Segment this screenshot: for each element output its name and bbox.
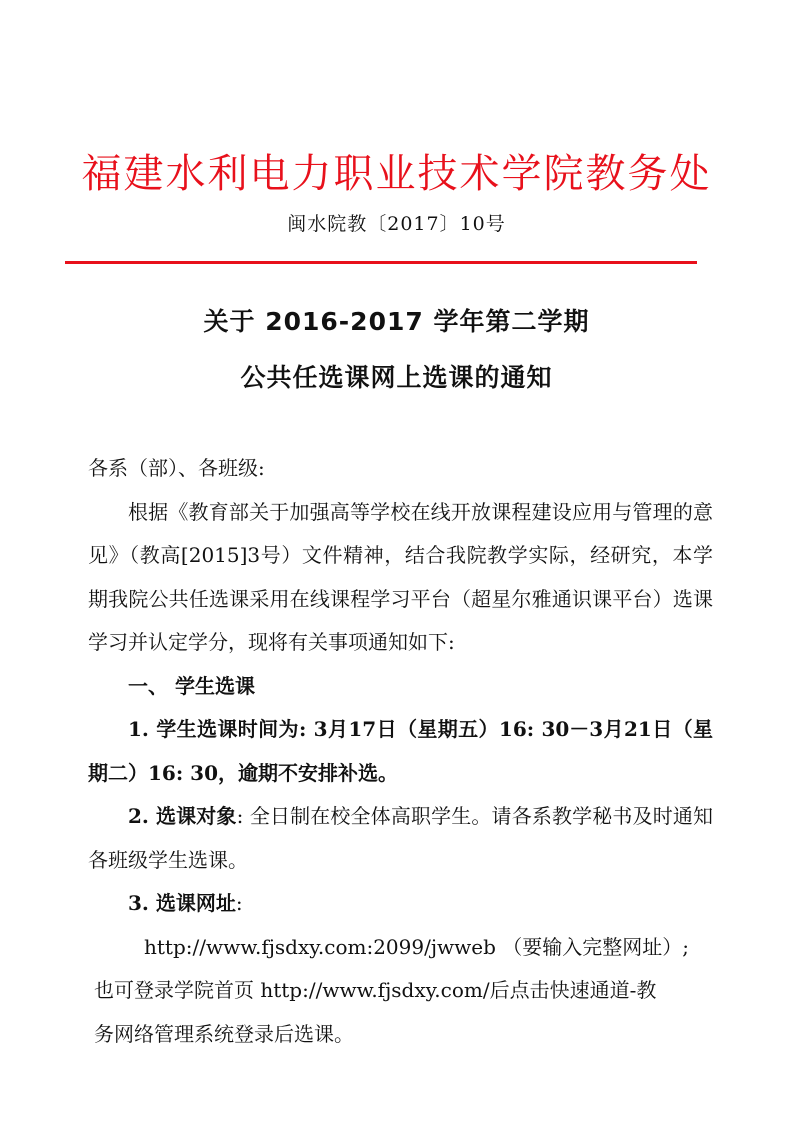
document-number: 闽水院教〔2017〕10号	[287, 213, 506, 235]
salutation: 各系（部）、各班级:	[88, 456, 265, 480]
section-heading-student-selection: 一、 学生选课	[128, 673, 255, 698]
url-line-2: 也可登录学院首页 http://www.fjsdxy.com/后点击快速通道-教	[94, 978, 657, 1002]
item-selection-url	[88, 882, 713, 926]
intro-paragraph: 根据《教育部关于加强高等学校在线开放课程建设应用与管理的意见》（教高[2015]3号）文件精神，结合我院教学实际，经研究，本学期我院公共任选课采用在线课程学习平台（超星尔雅通识课平台）选课学习并认定学分，现将有关事项通知如下:	[88, 499, 713, 654]
notice-title-line1: 关于 2016-2017 学年第二学期	[203, 307, 590, 336]
notice-body	[88, 447, 713, 1056]
item-selection-url-label: 3. 选课网址	[128, 891, 236, 915]
item-selection-time: 1. 学生选课时间为: 3月17日（星期五）16: 30－3月21日（星期二）16: 30，逾期不安排补选。	[88, 717, 713, 785]
notice-title-line2: 公共任选课网上选课的通知	[240, 363, 553, 392]
org-name-heading: 福建水利电力职业技术学院教务处	[81, 151, 712, 197]
item-selection-target-label: 2. 选课对象	[128, 804, 237, 828]
red-divider-line	[65, 261, 697, 264]
item-selection-target-text: : 全日制在校全体高职学生。请各系教学秘书及时通知各班级学生选课。	[88, 804, 713, 872]
url-line: http://www.fjsdxy.com:2099/jwweb （要输入完整网址）;	[144, 934, 690, 959]
item-selection-url-colon: :	[235, 891, 243, 915]
item-selection-target	[88, 795, 713, 882]
url-line-3: 务网络管理系统登录后选课。	[94, 1021, 354, 1046]
